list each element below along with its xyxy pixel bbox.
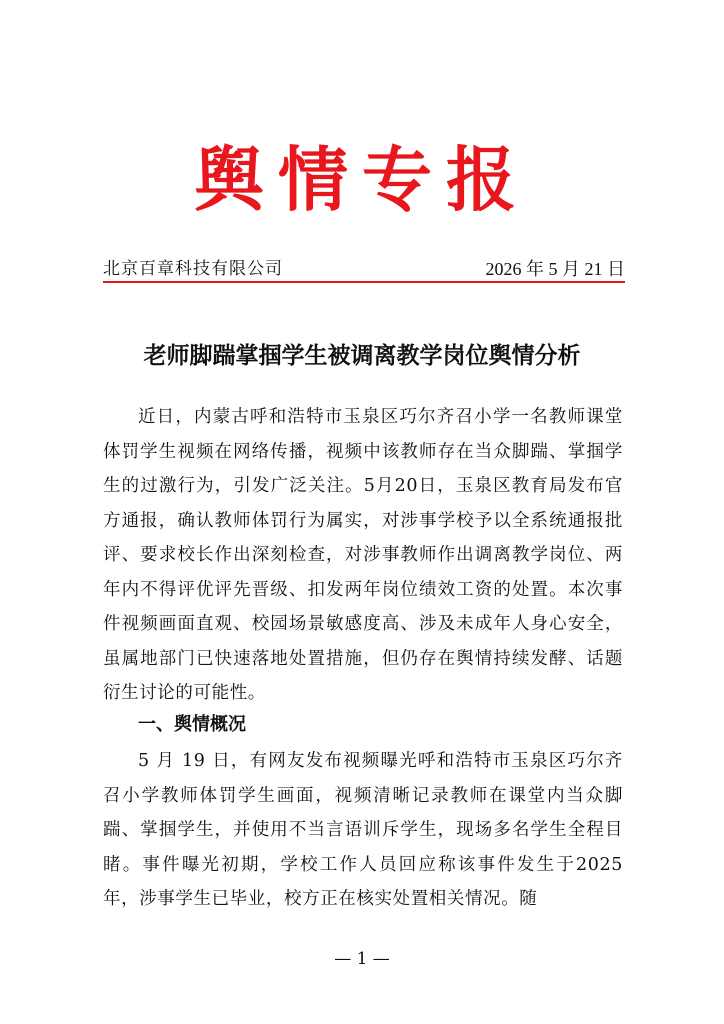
document-header — [103, 256, 625, 282]
section-paragraph: 5 月 19 日，有网友发布视频曝光呼和浩特市玉泉区巧尔齐召小学教师体罚学生画面，视频清晰记录教师在课堂内当众脚踹、掌掴学生，并使用不当言语训斥学生，现场多名学生全程目睹。事件曝光初期，学校工作人员回应称该事件发生于2025 年，涉事学生已毕业，校方正在核实处置相关情况。随 — [103, 751, 623, 909]
issue-date: 2026 年 5 月 21 日 — [485, 259, 625, 279]
header-divider — [103, 281, 625, 283]
document-title: 老师脚踹掌掴学生被调离教学岗位舆情分析 — [143, 342, 581, 369]
page-number: — 1 — — [334, 949, 390, 969]
intro-paragraph: 近日，内蒙古呼和浩特市玉泉区巧尔齐召小学一名教师课堂体罚学生视频在网络传播，视频中该教师存在当众脚踹、掌掴学生的过激行为，引发广泛关注。5月20日，玉泉区教育局发布官方通报，确认教师体罚行为属实，对涉事学校予以全系统通报批评、要求校长作出深刻检查，对涉事教师作出调离教学岗位、两年内不得评优评先晋级、扣发两年岗位绩效工资的处置。本次事件视频画面直观、校园场景敏感度高、涉及未成年人身心安全，虽属地部门已快速落地处置措施，但仍存在舆情持续发酵、话题衍生讨论的可能性。 — [103, 407, 623, 703]
section-heading: 一、舆情概况 — [138, 714, 246, 735]
company-name: 北京百章科技有限公司 — [103, 259, 283, 279]
masthead-title: 舆情专报 — [194, 138, 530, 221]
